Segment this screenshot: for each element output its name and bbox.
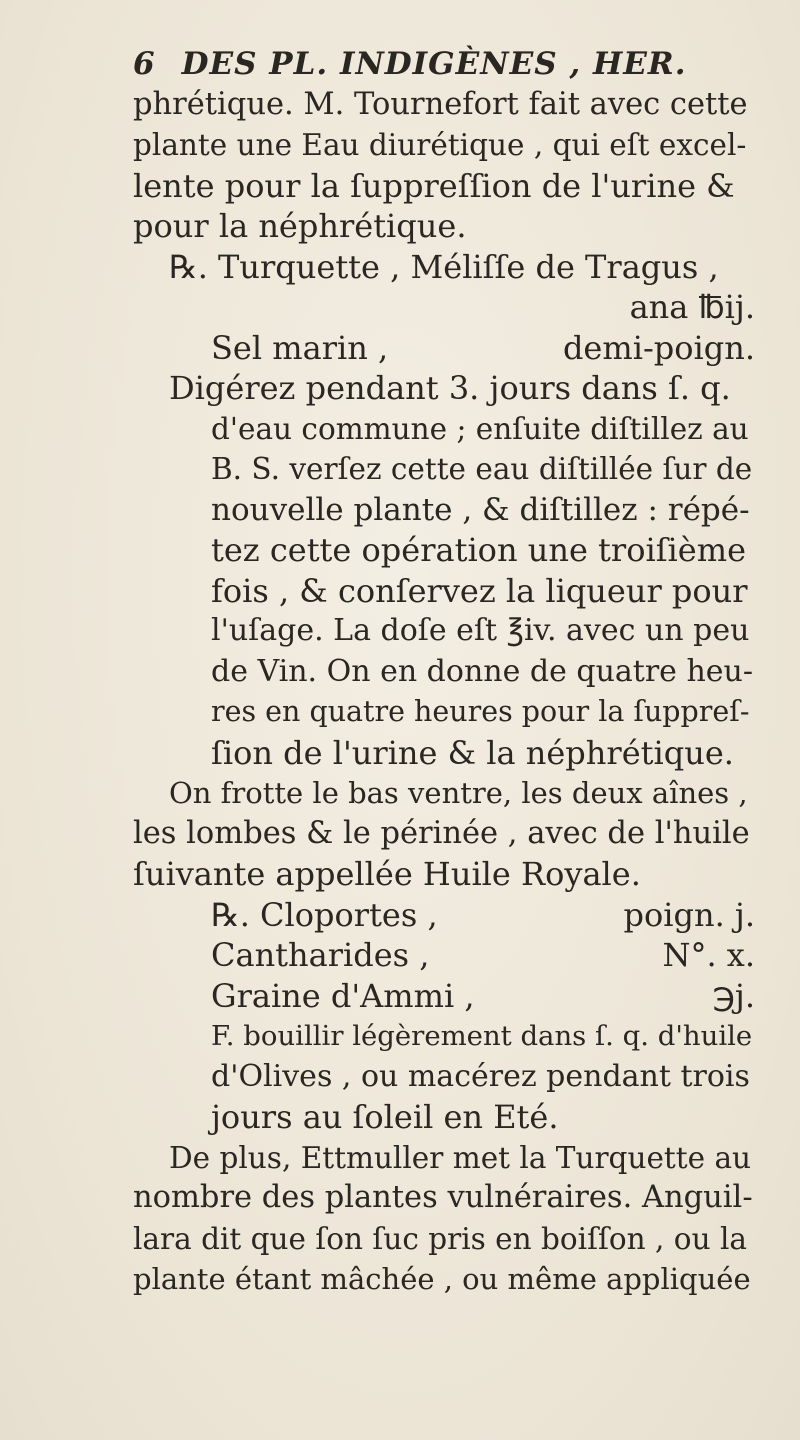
text-line: lente pour la ſuppreſſion de l'urine & — [133, 166, 735, 205]
text-line: pour la néphrétique. — [133, 207, 467, 245]
text-line: fois , & conſervez la liqueur pour — [211, 571, 748, 610]
text-line: ſuivante appellée Huile Royale. — [133, 855, 641, 893]
page-number: 6 — [133, 46, 156, 82]
running-header — [133, 44, 755, 85]
text-line: ſion de l'urine & la néphrétique. — [211, 733, 734, 772]
recipe-ingredient: ℞. Cloportes , — [211, 895, 438, 934]
text-line: l'uſage. La doſe eſt ℥iv. avec un peu — [211, 613, 750, 648]
recipe-quantity: ana ℔ij. — [629, 288, 755, 326]
page-text — [133, 44, 755, 1300]
recipe-ingredient: Graine d'Ammi , — [211, 976, 475, 1015]
text-line: lara dit que ſon ſuc pris en boiſſon , ou la — [133, 1221, 747, 1256]
running-title: DES PL. INDIGÈNES , HER. — [181, 46, 687, 82]
recipe-ingredient: Cantharides , — [211, 936, 430, 974]
recipe-ingredient: Sel marin , — [211, 328, 389, 367]
recipe-quantity: ℈j. — [712, 976, 755, 1015]
recipe-line: ℞. Turquette , Méliſſe de Tragus , — [169, 247, 719, 286]
text-line: F. bouillir légèrement dans ſ. q. d'huile — [211, 1020, 753, 1052]
text-line: De plus, Ettmuller met la Turquette au — [169, 1140, 752, 1175]
recipe-quantity: poign. j. — [623, 895, 755, 934]
text-line: d'eau commune ; enſuite diſtillez au — [211, 411, 749, 446]
text-line: de Vin. On en donne de quatre heu- — [211, 653, 754, 689]
recipe-row — [133, 895, 755, 936]
text-line: tez cette opération une troiſième — [211, 531, 746, 569]
text-line: nouvelle plante , & diſtillez : répé- — [211, 491, 750, 528]
recipe-row — [133, 976, 755, 1017]
text-line: les lombes & le périnée , avec de l'huile — [133, 815, 750, 851]
text-line: plante étant mâchée , ou même appliquée — [133, 1262, 751, 1296]
text-line: jours au ſoleil en Eté. — [211, 1098, 559, 1136]
recipe-quantity: demi-poign. — [562, 328, 755, 367]
text-line: d'Olives , ou macérez pendant trois — [211, 1058, 750, 1094]
text-line: Digérez pendant 3. jours dans ſ. q. — [169, 369, 731, 407]
recipe-row — [133, 328, 755, 369]
text-line: phrétique. M. Tournefort fait avec cette — [133, 86, 748, 122]
recipe-row — [133, 935, 755, 976]
recipe-quantity: N°. x. — [662, 936, 755, 974]
text-line: plante une Eau diurétique , qui eſt excel- — [133, 128, 747, 162]
text-line: B. S. verſez cette eau diſtillée ſur de — [211, 452, 753, 486]
text-line: nombre des plantes vulnéraires. Anguil- — [133, 1180, 753, 1215]
text-line: res en quatre heures pour la ſuppreſ- — [211, 695, 750, 728]
text-line: On frotte le bas ventre, les deux aînes , — [169, 776, 748, 810]
